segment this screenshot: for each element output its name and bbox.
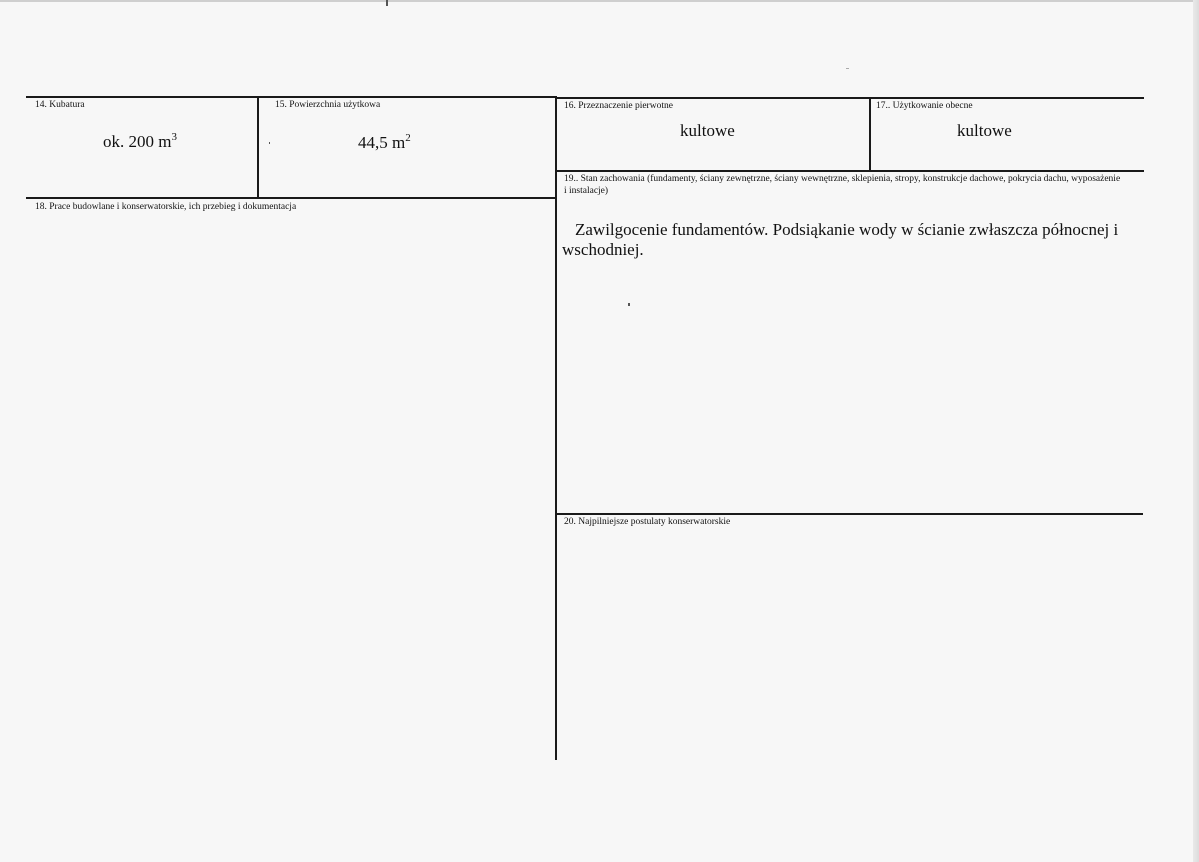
- rule-above-19: [557, 170, 1144, 172]
- scan-speck: [386, 0, 388, 6]
- scan-speck: [269, 142, 270, 144]
- uzytkowanie-label: 17.. Użytkowanie obecne: [876, 101, 973, 111]
- rule-above-20: [556, 513, 1143, 515]
- stan-zachowania-value: Zawilgocenie fundamentów. Podsiąkanie wody w ścianie zwłaszcza północnej i wschodniej.: [562, 220, 1119, 259]
- przeznaczenie-label: 16. Przeznaczenie pierwotne: [564, 101, 673, 111]
- postulaty-label: 20. Najpilniejsze postulaty konserwatorskie: [564, 517, 731, 527]
- top-rule-right: [557, 97, 1144, 99]
- przeznaczenie-value: kultowe: [680, 121, 735, 140]
- kubatura-value: ok. 200 $m^3$: [103, 131, 177, 151]
- scan-right-edge: [1193, 0, 1199, 862]
- scan-top-edge: [0, 0, 1199, 2]
- divider-14-15: [257, 96, 259, 197]
- top-rule-left: [26, 96, 557, 98]
- stan-zachowania-label: 19.. Stan zachowania (fundamenty, ściany zewnętrzne, ściany wewnętrzne, sklepienia, stropy, konstrukcje dachowe, pokrycia dachu, wyposażenie i instalacje): [564, 174, 1121, 196]
- rule-above-18: [26, 197, 557, 199]
- scan-speck: [846, 68, 849, 69]
- center-divider: [555, 96, 557, 760]
- scan-speck: [628, 303, 630, 306]
- kubatura-label: 14. Kubatura: [35, 100, 85, 110]
- uzytkowanie-value: kultowe: [957, 121, 1012, 140]
- prace-budowlane-label: 18. Prace budowlane i konserwatorskie, ich przebieg i dokumentacja: [35, 202, 297, 212]
- divider-16-17: [869, 97, 871, 171]
- powierzchnia-value: 44,5 $m^2$: [358, 132, 411, 152]
- powierzchnia-label: 15. Powierzchnia użytkowa: [275, 100, 381, 110]
